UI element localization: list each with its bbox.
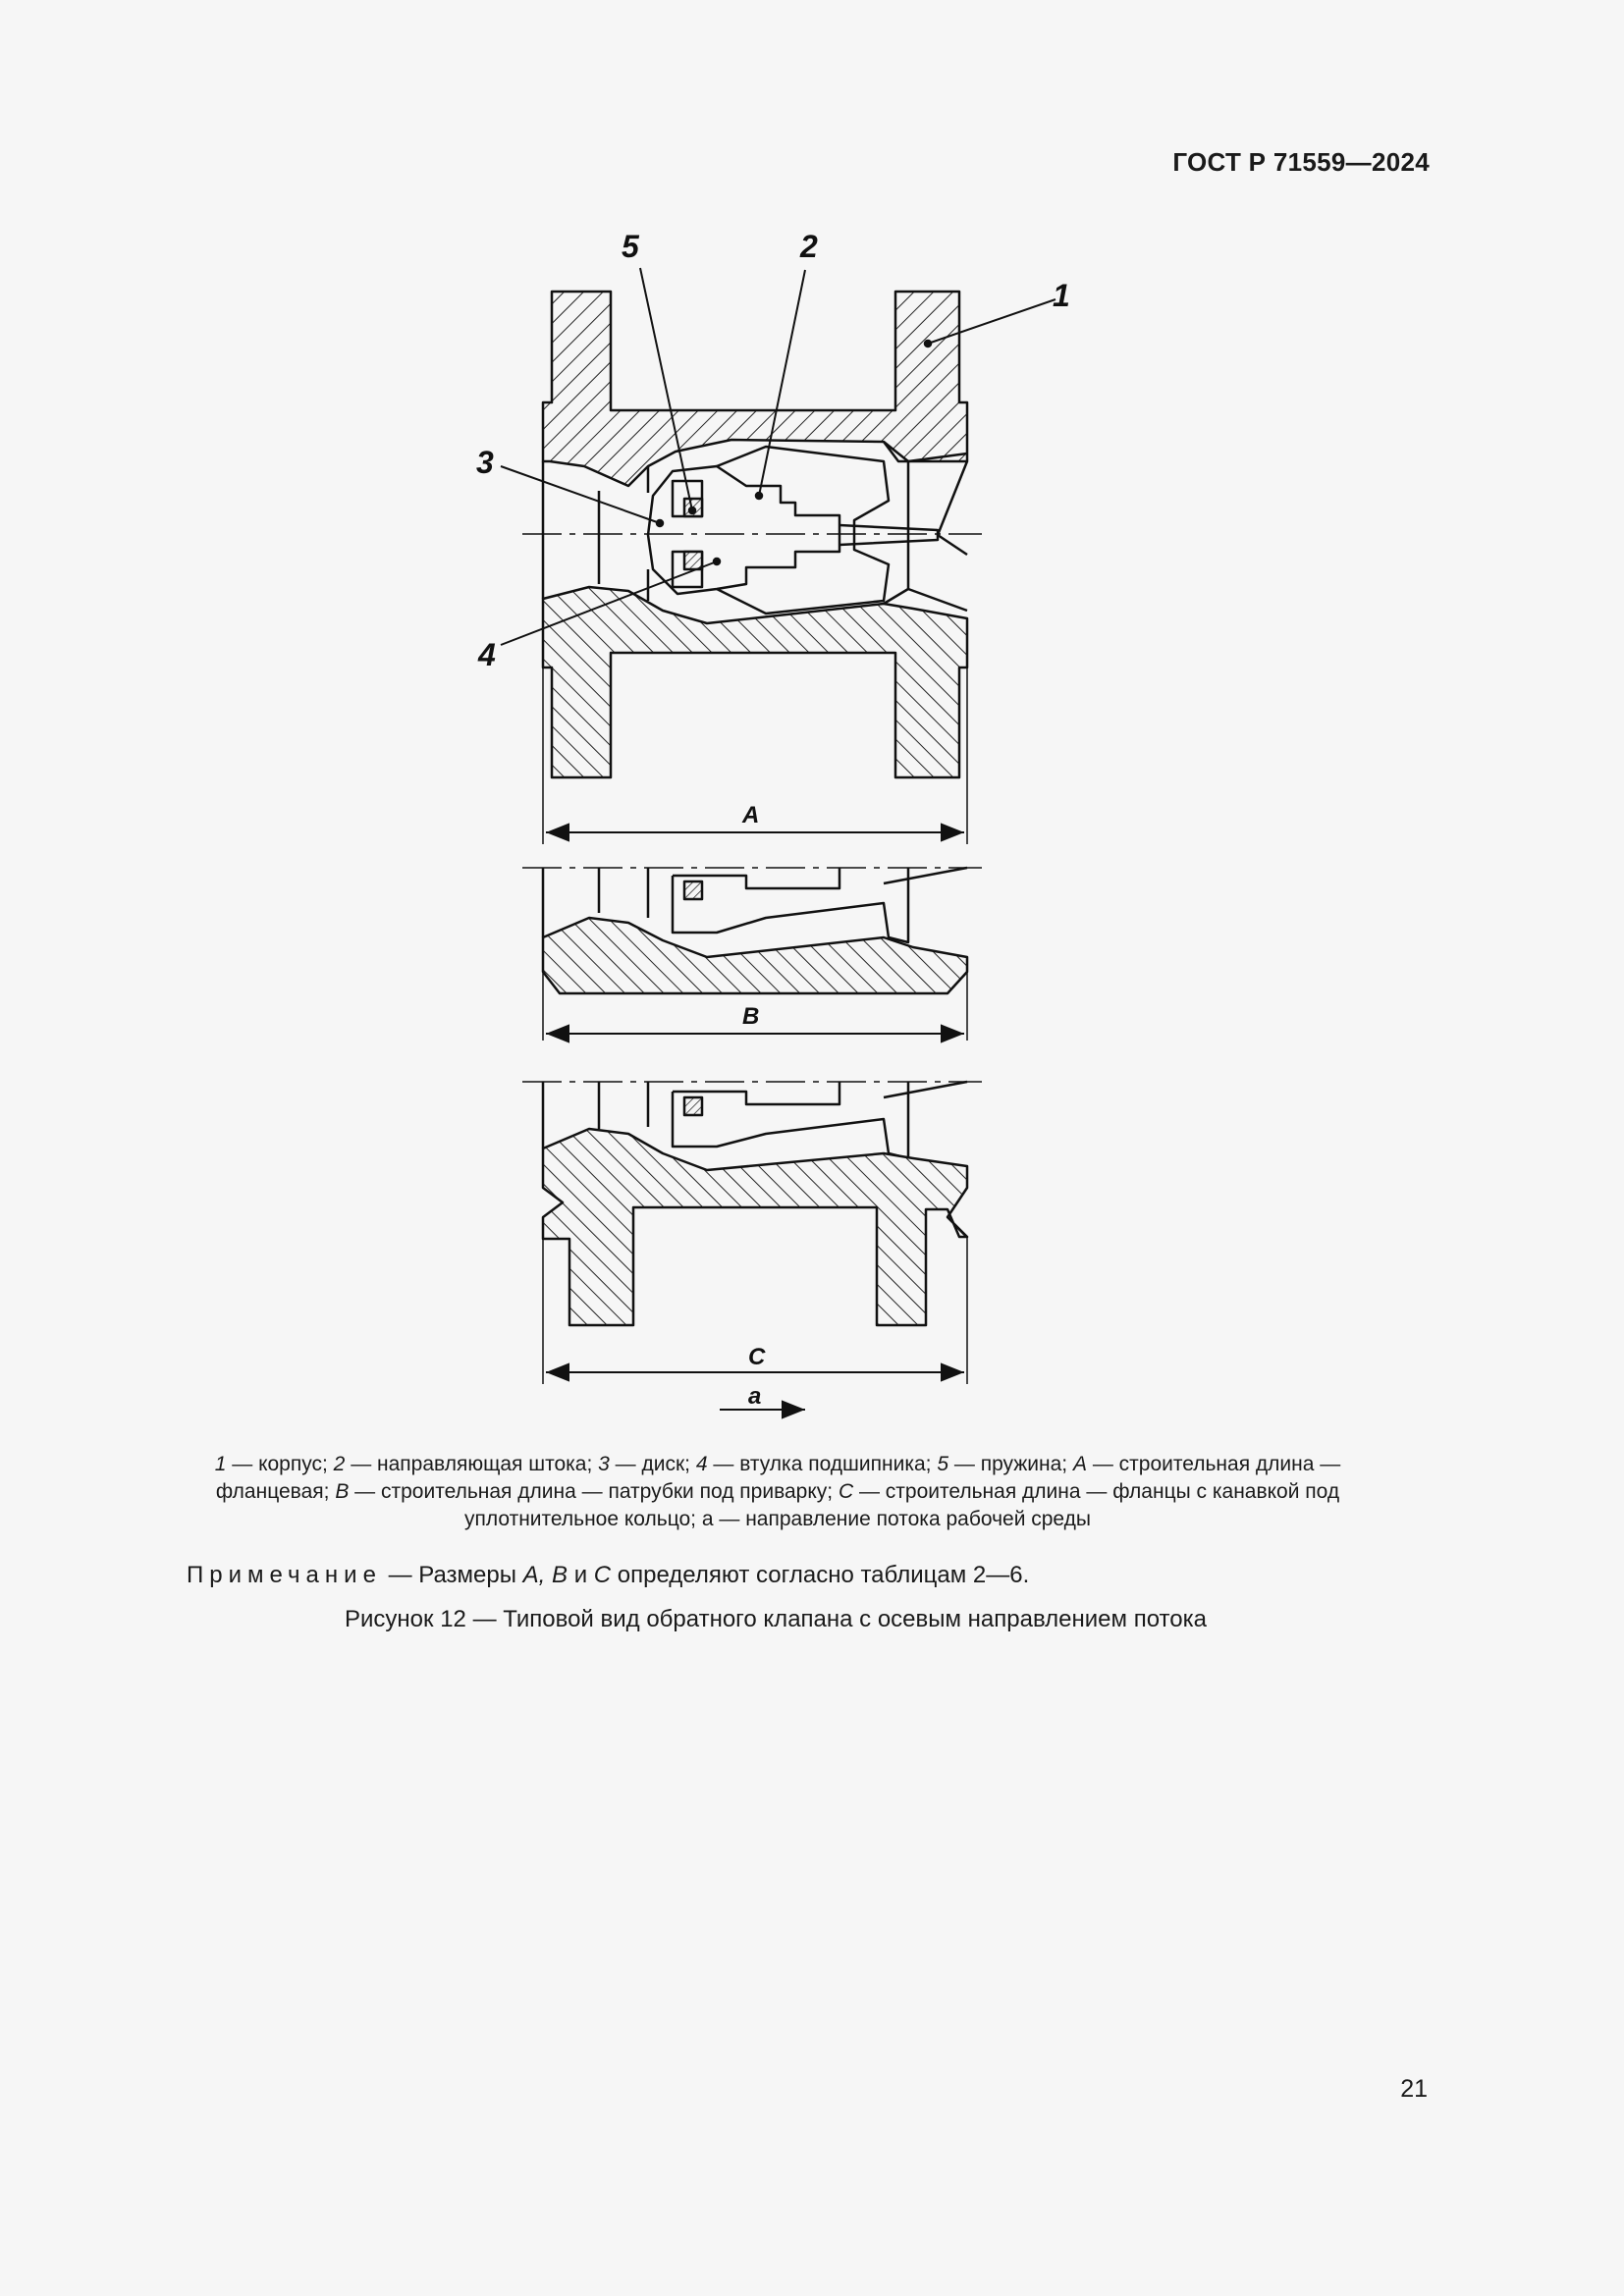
view-a [501,268,1056,844]
callout-5: 5 [622,229,639,264]
flow-direction-label: a [748,1383,762,1410]
body-b-hatched [543,918,967,993]
dim-a-label: A [742,802,760,828]
figure-note: Примечание — Размеры A, B и C определяют согласно таблицам 2—6. [187,1562,1030,1588]
note-label: Примечание [187,1562,382,1588]
body-c-hatched [543,1129,967,1325]
figure-legend: 1 — корпус; 2 — направляющая штока; 3 — диск; 4 — втулка подшипника; 5 — пружина; A — строительная длина — фланцевая; B — строительная длина — патрубки под приварку; C — строительная длина — фланцы с канавкой под уплотнительное кольцо; а — направление потока рабочей среды [214,1453,1341,1530]
page-number: 21 [1400,2075,1428,2103]
body-lower-hatched [543,587,967,777]
body-upper-hatched [543,292,967,486]
document-code: ГОСТ Р 71559—2024 [1172,147,1430,177]
callout-2: 2 [800,229,818,264]
callout-4: 4 [478,637,496,672]
stem-guide [717,447,889,614]
callout-1: 1 [1053,278,1070,313]
figure-caption: Рисунок 12 — Типовой вид обратного клапана с осевым направлением потока [345,1606,1207,1632]
callout-3: 3 [476,445,494,480]
dim-b-label: B [742,1003,760,1030]
dim-c-label: C [748,1344,766,1370]
